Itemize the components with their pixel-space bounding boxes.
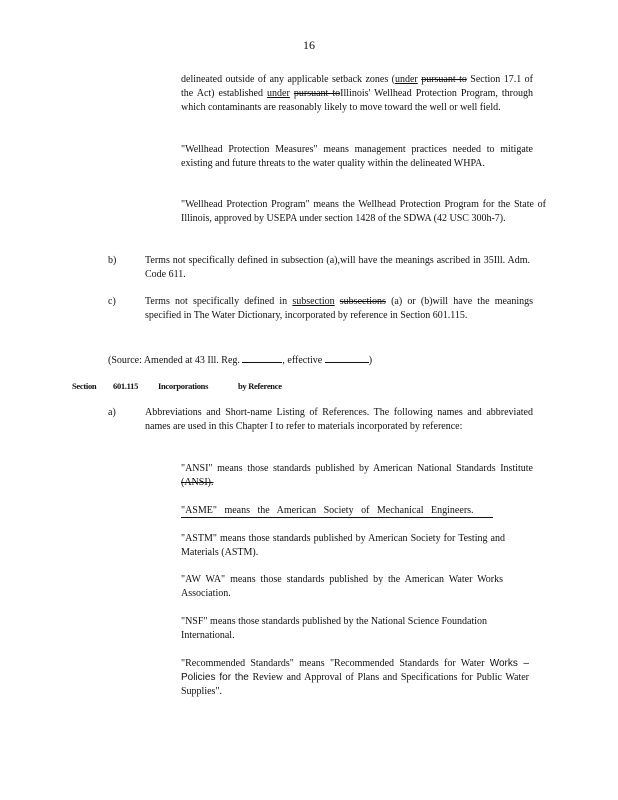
item-c-label: c): [108, 296, 116, 307]
ansi-definition: [181, 462, 533, 490]
item-c-text: [145, 295, 533, 323]
deleted-ansi-abbrev: (ANSI).: [181, 477, 214, 489]
astm-definition: "ASTM" means those standards published by American Society for Testing and Materials (ASTM).: [181, 533, 505, 559]
recommended-standards-definition: [181, 657, 529, 700]
asme-definition: [181, 504, 493, 518]
wellhead-protection-measures-definition: "Wellhead Protection Measures" means management practices needed to mitigate existing and future threats to the water quality within the delineated WHPA.: [181, 144, 533, 170]
inserted-subsection: subsection: [292, 296, 335, 307]
section-title-by-reference: by Reference: [238, 381, 282, 391]
rec-text-sans: Works – Policies for the: [181, 658, 530, 684]
delineated-paragraph: [181, 73, 533, 116]
wellhead-protection-program-definition: "Wellhead Protection Program" means the Wellhead Protection Program for the State of Illinois, approved by USEPA under section 1428 of the SDWA (42 USC 300h-7).: [181, 199, 546, 225]
delineated-text-2: Section 17.1 of the Act) established: [181, 74, 533, 100]
effective-date-blank: [325, 352, 369, 363]
source-note: [108, 352, 538, 368]
delineated-text-3: Illinois' Wellhead Protection Program, through which contaminants are reasonably likely to move toward the well or well field.: [181, 88, 534, 114]
source-text-3: ): [368, 355, 373, 366]
item-c-text-1: Terms not specifically defined in: [145, 296, 288, 307]
inserted-under-1: under: [394, 74, 418, 85]
section-title-incorporations: Incorporations: [158, 381, 209, 391]
deleted-subsections: subsections: [339, 296, 386, 307]
section-word: Section: [72, 381, 97, 391]
deleted-pursuant-to-2: pursuant to: [293, 88, 341, 100]
rec-text-1: "Recommended Standards" means "Recommended Standards for Water: [181, 658, 485, 669]
item-c-text-2: (a) or (b)will have the meanings specified in The Water Dictionary, incorporated by reference in Section 601.115.: [145, 296, 534, 322]
awwa-definition: "AW WA" means those standards published by the American Water Works Association.: [181, 574, 503, 600]
inserted-under-2: under: [267, 88, 290, 100]
delineated-text-1: delineated outside of any applicable setback zones (: [181, 74, 395, 85]
deleted-pursuant-to-1: pursuant to: [421, 74, 467, 85]
source-text-1: (Source: Amended at 43 Ill. Reg.: [108, 355, 240, 366]
item-b-text: Terms not specifically defined in subsection (a),will have the meanings ascribed in 35Ill. Adm. Code 611.: [145, 255, 530, 281]
register-blank: [242, 352, 282, 363]
section-number: 601.115: [113, 381, 139, 391]
ansi-text: "ANSI" means those standards published by American National Standards Institute: [181, 463, 533, 474]
rec-text-2: Review and Approval of Plans and Specifications for Public Water Supplies".: [181, 672, 529, 698]
nsf-definition: "NSF" means those standards published by the National Science Foundation International.: [181, 616, 487, 642]
item-a-text: Abbreviations and Short-name Listing of References. The following names and abbreviated names are used in this Chapter I to refer to materials incorporated by reference:: [145, 407, 533, 433]
item-b-label: b): [108, 255, 117, 266]
page-number: 16: [303, 38, 315, 52]
asme-text: "ASME" means the American Society of Mechanical Engineers.: [181, 505, 493, 518]
source-text-2: , effective: [282, 355, 323, 366]
item-a-label: a): [108, 407, 116, 418]
